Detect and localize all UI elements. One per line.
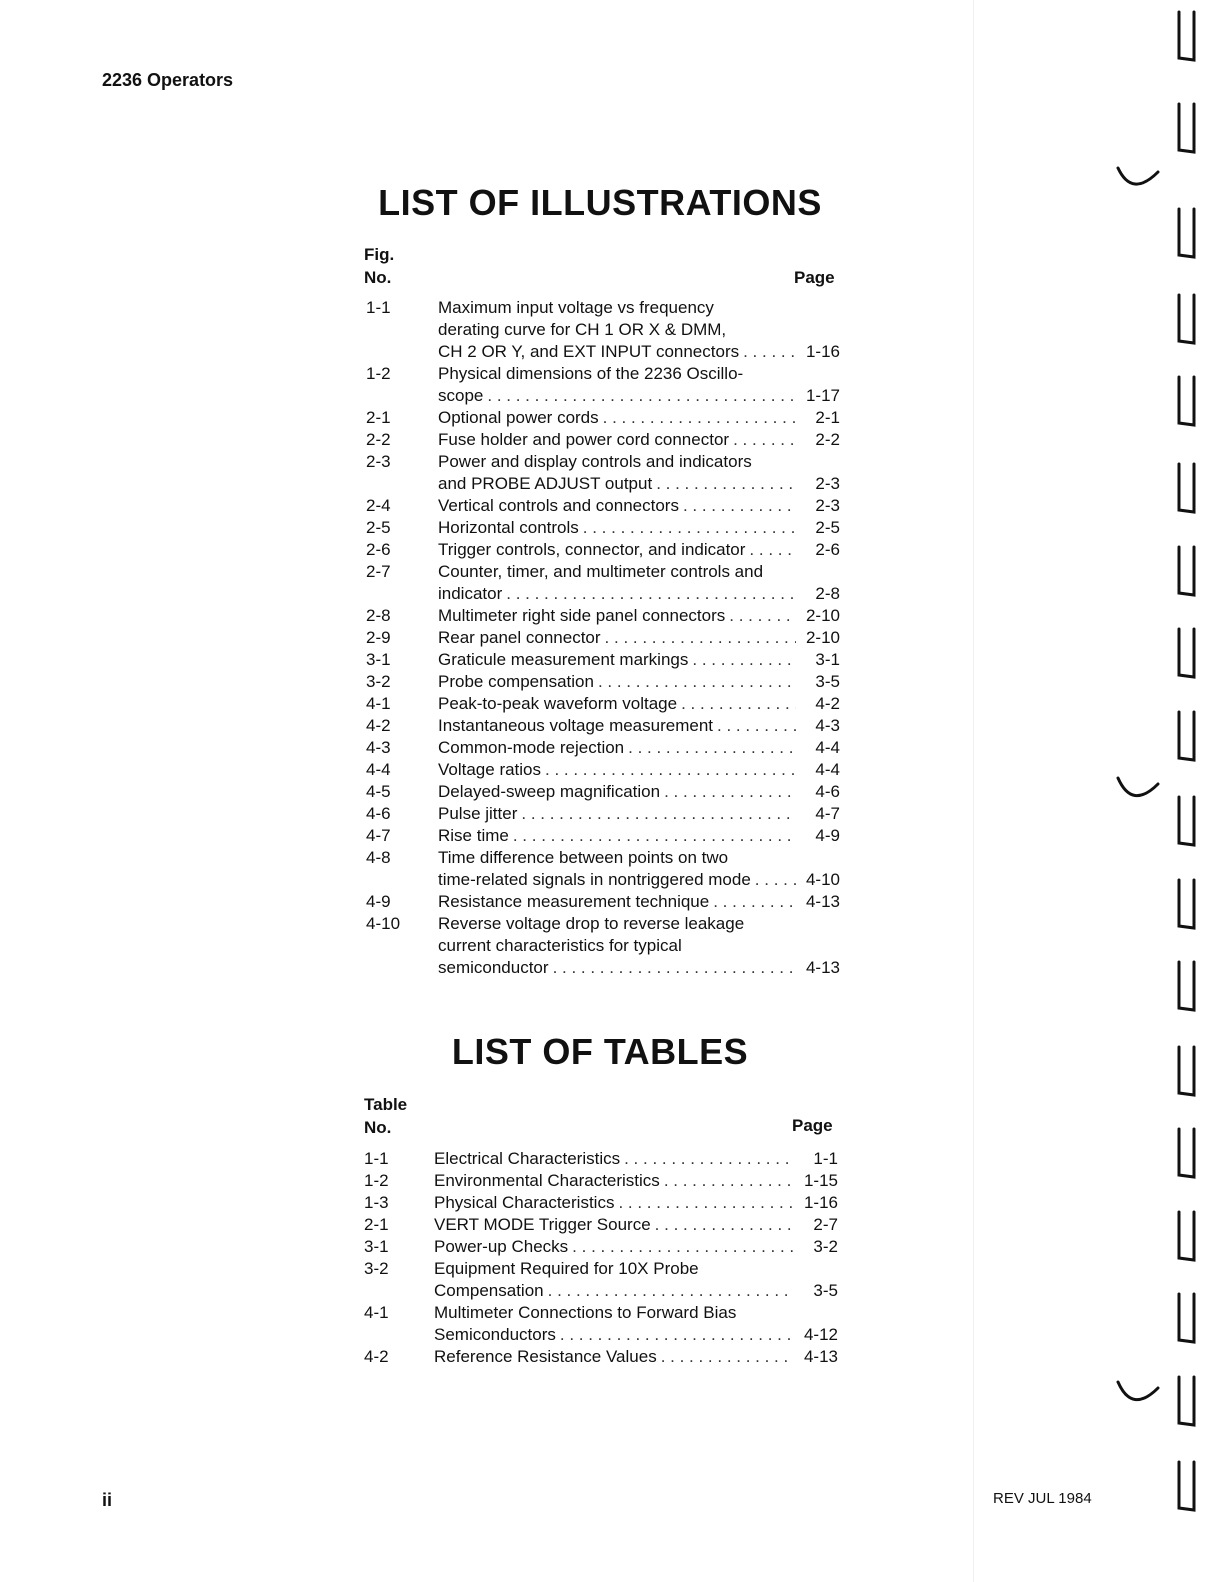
illustration-number: 4-1 — [366, 694, 391, 713]
illustration-title-line: current characteristics for typical — [438, 936, 682, 955]
binder-clip-icon — [1179, 1294, 1194, 1342]
illustration-page-number: 2-3 — [815, 474, 840, 493]
illustration-title-line: Maximum input voltage vs frequency — [438, 298, 714, 317]
illustration-title-line: semiconductor — [438, 958, 549, 977]
binder-clip-icon — [1179, 209, 1194, 257]
binder-clip-icon — [1179, 880, 1194, 928]
dot-leader — [664, 781, 796, 803]
dot-leader — [729, 605, 796, 627]
table-title-line: Electrical Characteristics — [434, 1149, 621, 1168]
illustrations-page-column-header: Page — [794, 268, 835, 287]
illustration-page-number: 4-4 — [815, 760, 840, 779]
illustrations-list — [366, 297, 840, 979]
dot-leader — [618, 1192, 794, 1214]
dot-leader — [733, 429, 796, 451]
illustration-title-line: Physical dimensions of the 2236 Oscillo- — [438, 364, 744, 383]
table-entry — [364, 1302, 838, 1346]
illustration-number: 4-5 — [366, 782, 391, 801]
binder-clip-icon — [1179, 1129, 1194, 1177]
illustration-title-line: Counter, timer, and multimeter controls and — [438, 562, 764, 581]
binder-clip-icon — [1179, 629, 1194, 677]
illustration-page-number: 2-8 — [815, 584, 840, 603]
binder-clip-icon — [1179, 712, 1194, 760]
fig-no-column-header — [364, 243, 394, 289]
illustration-entry — [366, 759, 840, 781]
illustration-page-number: 3-1 — [815, 650, 840, 669]
table-page-number: 2-7 — [813, 1215, 838, 1234]
dot-leader — [624, 1148, 794, 1170]
table-entry — [364, 1236, 838, 1258]
dot-leader — [692, 649, 796, 671]
binder-ring-icon — [1118, 1382, 1158, 1400]
binder-clip-icon — [1179, 1377, 1194, 1425]
fig-label: Fig. — [364, 245, 395, 264]
illustration-page-number: 2-10 — [805, 606, 840, 625]
illustration-title-line: Voltage ratios — [438, 760, 542, 779]
illustration-title-line: Peak-to-peak waveform voltage — [438, 694, 678, 713]
illustration-title-line: Resistance measurement technique — [438, 892, 710, 911]
illustration-entry — [366, 737, 840, 759]
illustration-page-number: 4-4 — [815, 738, 840, 757]
illustration-number: 4-8 — [366, 848, 391, 867]
illustrations-heading: LIST OF ILLUSTRATIONS — [378, 182, 822, 223]
dot-leader — [755, 869, 796, 891]
page-number: ii — [102, 1490, 113, 1510]
dot-leader — [743, 341, 796, 363]
binder-clip-icon — [1179, 1212, 1194, 1260]
table-title-line: Multimeter Connections to Forward Bias — [434, 1303, 737, 1322]
dot-leader — [553, 957, 796, 979]
illustration-title-line: Trigger controls, connector, and indicator — [438, 540, 746, 559]
illustration-title-line: Vertical controls and connectors — [438, 496, 679, 515]
illustration-entry — [366, 847, 840, 891]
dot-leader — [628, 737, 796, 759]
binder-clip-icon — [1179, 377, 1194, 425]
illustration-number: 2-9 — [366, 628, 391, 647]
illustration-number: 2-1 — [366, 408, 391, 427]
illustration-title-line: Horizontal controls — [438, 518, 579, 537]
table-title-line: Semiconductors — [434, 1325, 556, 1344]
table-page-number: 1-1 — [813, 1149, 838, 1168]
no-label: No. — [364, 1118, 392, 1137]
illustration-title-line: Multimeter right side panel connectors — [438, 606, 726, 625]
illustration-entry — [366, 693, 840, 715]
illustration-page-number: 4-13 — [805, 958, 840, 977]
dot-leader — [487, 385, 796, 407]
illustration-entry — [366, 539, 840, 561]
illustration-number: 3-2 — [366, 672, 391, 691]
table-entry — [364, 1192, 838, 1214]
table-title-line: VERT MODE Trigger Source — [434, 1215, 651, 1234]
illustration-title-line: Instantaneous voltage measurement — [438, 716, 714, 735]
illustration-page-number: 4-6 — [815, 782, 840, 801]
dot-leader — [605, 627, 796, 649]
illustration-number: 1-2 — [366, 364, 391, 383]
illustration-entry — [366, 495, 840, 517]
table-title-line: Physical Characteristics — [434, 1193, 615, 1212]
table-label: Table — [364, 1095, 408, 1114]
document-header-title: 2236 Operators — [102, 70, 234, 90]
table-number: 3-2 — [364, 1259, 389, 1278]
binder-clip-icon — [1179, 1462, 1194, 1510]
table-number: 1-2 — [364, 1171, 389, 1190]
illustration-number: 2-2 — [366, 430, 391, 449]
table-title-line: Compensation — [434, 1281, 544, 1300]
illustration-title-line: CH 2 OR Y, and EXT INPUT connectors — [438, 342, 740, 361]
binder-ring-icon — [1118, 168, 1158, 184]
dot-leader — [506, 583, 796, 605]
illustration-number: 3-1 — [366, 650, 391, 669]
table-page-number: 3-2 — [813, 1237, 838, 1256]
table-page-number: 4-12 — [803, 1325, 838, 1344]
table-page-number: 3-5 — [813, 1281, 838, 1300]
binder-clip-icon — [1179, 12, 1194, 60]
table-title-line: Environmental Characteristics — [434, 1171, 660, 1190]
binder-clip-icon — [1179, 1047, 1194, 1095]
binder-clip-icon — [1179, 464, 1194, 512]
table-number: 4-1 — [364, 1303, 389, 1322]
illustration-number: 2-4 — [366, 496, 391, 515]
illustration-page-number: 4-9 — [815, 826, 840, 845]
illustration-page-number: 4-7 — [815, 804, 840, 823]
table-title-line: Equipment Required for 10X Probe — [434, 1259, 699, 1278]
illustration-title-line: Fuse holder and power cord connector — [438, 430, 730, 449]
illustration-title-line: Power and display controls and indicators — [438, 452, 752, 471]
illustration-page-number: 2-6 — [815, 540, 840, 559]
illustration-entry — [366, 429, 840, 451]
illustration-number: 2-7 — [366, 562, 391, 581]
illustration-entry — [366, 803, 840, 825]
illustration-page-number: 3-5 — [815, 672, 840, 691]
dot-leader — [713, 891, 796, 913]
illustration-title-line: Time difference between points on two — [438, 848, 729, 867]
illustration-number: 2-3 — [366, 452, 391, 471]
illustration-entry — [366, 913, 840, 979]
table-page-number: 1-16 — [803, 1193, 838, 1212]
dot-leader — [598, 671, 796, 693]
illustration-page-number: 4-3 — [815, 716, 840, 735]
illustration-entry — [366, 891, 840, 913]
illustration-page-number: 4-13 — [805, 892, 840, 911]
dot-leader — [683, 495, 796, 517]
illustration-page-number: 4-2 — [815, 694, 840, 713]
illustration-number: 1-1 — [366, 298, 391, 317]
illustration-entry — [366, 715, 840, 737]
illustration-title-line: time-related signals in nontriggered mode — [438, 870, 751, 889]
dot-leader — [661, 1346, 794, 1368]
illustration-title-line: derating curve for CH 1 OR X & DMM, — [438, 320, 727, 339]
binder-clip-marks — [1179, 12, 1194, 1510]
illustration-entry — [366, 451, 840, 495]
table-entry — [364, 1170, 838, 1192]
illustration-number: 2-8 — [366, 606, 391, 625]
illustration-title-line: Pulse jitter — [438, 804, 518, 823]
table-entry — [364, 1148, 838, 1170]
illustration-number: 4-4 — [366, 760, 391, 779]
binder-clip-icon — [1179, 962, 1194, 1010]
illustration-title-line: indicator — [438, 584, 503, 603]
scan-artifact-line — [973, 0, 974, 1582]
tables-page-column-header: Page — [792, 1116, 833, 1135]
dot-leader — [572, 1236, 794, 1258]
illustration-entry — [366, 649, 840, 671]
dot-leader — [664, 1170, 794, 1192]
illustration-number: 2-5 — [366, 518, 391, 537]
illustration-entry — [366, 363, 840, 407]
binder-ring-holes — [1100, 0, 1212, 1582]
dot-leader — [583, 517, 796, 539]
table-title-line: Power-up Checks — [434, 1237, 569, 1256]
illustration-entry — [366, 781, 840, 803]
table-entry — [364, 1346, 838, 1368]
illustration-page-number: 2-10 — [805, 628, 840, 647]
tables-list — [364, 1148, 838, 1368]
illustration-number: 2-6 — [366, 540, 391, 559]
illustration-page-number: 2-5 — [815, 518, 840, 537]
dot-leader — [545, 759, 796, 781]
illustration-page-number: 1-17 — [805, 386, 840, 405]
revision-date: REV JUL 1984 — [993, 1490, 1092, 1507]
illustration-page-number: 2-3 — [815, 496, 840, 515]
illustration-page-number: 2-2 — [815, 430, 840, 449]
dot-leader — [681, 693, 796, 715]
table-number: 2-1 — [364, 1215, 389, 1234]
table-no-column-header — [364, 1093, 407, 1139]
illustration-page-number: 4-10 — [805, 870, 840, 889]
table-number: 1-3 — [364, 1193, 389, 1212]
table-number: 4-2 — [364, 1347, 389, 1366]
illustration-title-line: Common-mode rejection — [438, 738, 625, 757]
illustration-title-line: Rise time — [438, 826, 509, 845]
binder-clip-icon — [1179, 547, 1194, 595]
illustration-page-number: 2-1 — [815, 408, 840, 427]
illustration-entry — [366, 627, 840, 649]
table-page-number: 4-13 — [803, 1347, 838, 1366]
binder-clip-icon — [1179, 295, 1194, 343]
dot-leader — [717, 715, 796, 737]
illustration-title-line: and PROBE ADJUST output — [438, 474, 653, 493]
dot-leader — [603, 407, 796, 429]
illustration-title-line: Graticule measurement markings — [438, 650, 689, 669]
illustration-page-number: 1-16 — [805, 342, 840, 361]
table-number: 3-1 — [364, 1237, 389, 1256]
illustration-number: 4-7 — [366, 826, 391, 845]
illustration-entry — [366, 825, 840, 847]
binder-clip-icon — [1179, 104, 1194, 152]
table-entry — [364, 1258, 838, 1302]
table-number: 1-1 — [364, 1149, 389, 1168]
illustration-title-line: Delayed-sweep magnification — [438, 782, 661, 801]
illustration-title-line: Probe compensation — [438, 672, 594, 691]
table-title-line: Reference Resistance Values — [434, 1347, 657, 1366]
dot-leader — [513, 825, 796, 847]
dot-leader — [655, 1214, 794, 1236]
dot-leader — [548, 1280, 794, 1302]
illustration-number: 4-6 — [366, 804, 391, 823]
dot-leader — [560, 1324, 794, 1346]
illustration-entry — [366, 605, 840, 627]
illustration-number: 4-10 — [366, 914, 401, 933]
illustration-number: 4-2 — [366, 716, 391, 735]
illustration-entry — [366, 297, 840, 363]
binder-clip-icon — [1179, 797, 1194, 845]
illustration-entry — [366, 517, 840, 539]
illustration-entry — [366, 561, 840, 605]
binder-ring-icon — [1118, 778, 1158, 796]
illustration-title-line: scope — [438, 386, 484, 405]
dot-leader — [521, 803, 796, 825]
illustration-number: 4-9 — [366, 892, 391, 911]
illustration-title-line: Rear panel connector — [438, 628, 601, 647]
dot-leader — [656, 473, 796, 495]
dot-leader — [749, 539, 796, 561]
illustration-entry — [366, 407, 840, 429]
illustration-title-line: Reverse voltage drop to reverse leakage — [438, 914, 745, 933]
no-label: No. — [364, 268, 392, 287]
table-entry — [364, 1214, 838, 1236]
illustration-title-line: Optional power cords — [438, 408, 599, 427]
tables-heading: LIST OF TABLES — [451, 1031, 749, 1072]
table-page-number: 1-15 — [803, 1171, 838, 1190]
illustration-entry — [366, 671, 840, 693]
illustration-number: 4-3 — [366, 738, 391, 757]
